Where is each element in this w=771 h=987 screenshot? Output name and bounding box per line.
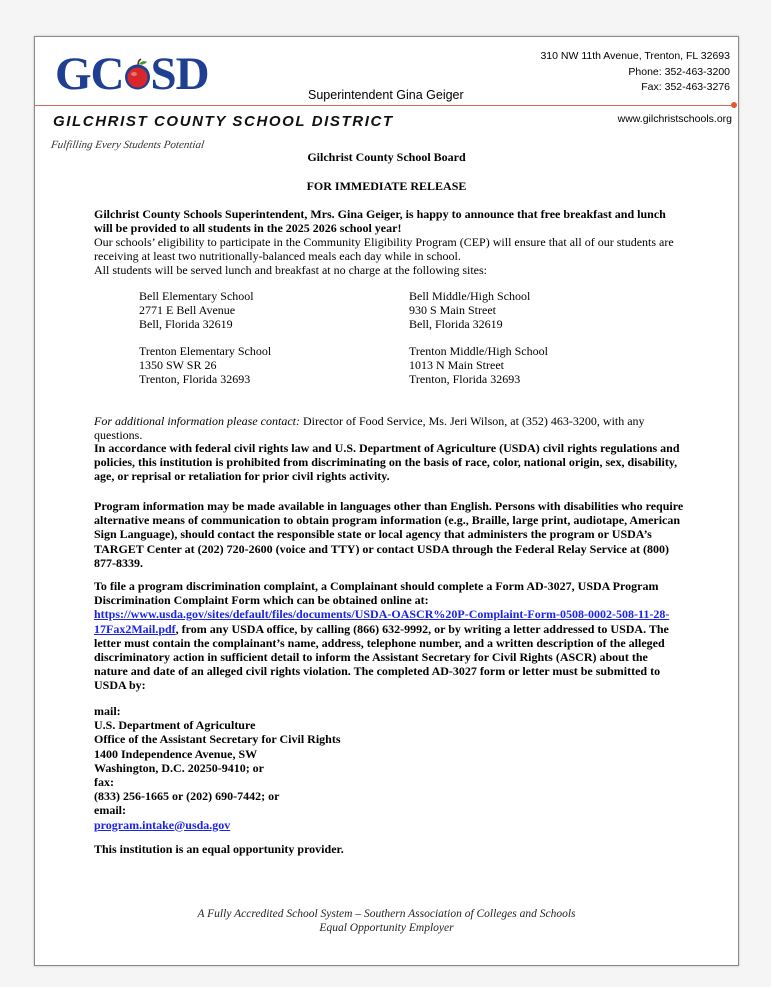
release-label: FOR IMMEDIATE RELEASE — [306, 179, 467, 193]
complaint-intro: To file a program discrimination complaint, a Complainant should complete a Form AD-3027, USDA Program Discrimination Complaint Form which can be obtained online at: — [94, 579, 659, 608]
mail-line: 1400 Independence Avenue, SW — [94, 746, 258, 761]
site-name: Trenton Middle/High School — [409, 344, 548, 358]
complaint-form-link[interactable]: https://www.usda.gov/sites/default/files/documents/USDA-OASCR%20P-Complaint-Form-0508-0002-508-11-28-17Fax2Mail.pdf — [94, 607, 670, 636]
document-page — [34, 36, 739, 966]
mail-line: Office of the Assistant Secretary for Civil Rights — [94, 732, 341, 747]
district-fax: Fax: 352-463-3276 — [641, 81, 730, 93]
complaint-rest: , from any USDA office, by calling (866) 632-9992, or by writing a letter addressed to USDA. The letter must contain the complainant’s name, address, telephone number, and a written description of the alleged discriminatory action in sufficient detail to inform the Assistant Secretary for Civil Rights (ASCR) about the nature and date of an alleged civil rights violation. The completed AD-3027 form or letter must be submitted to USDA by: — [94, 621, 669, 693]
site-street: 2771 E Bell Avenue — [139, 303, 236, 318]
contact-paragraph — [94, 414, 684, 442]
email-label: email: — [94, 803, 126, 818]
civil-rights-paragraph: In accordance with federal civil rights law and U.S. Department of Agriculture (USDA) civil rights regulations and policies, this institution is prohibited from discriminating on the basis of race, color, national origin, sex, disability, age, or reprisal or retaliation for prior civil rights activity. — [94, 441, 680, 484]
site-street: 930 S Main Street — [409, 303, 496, 318]
mail-label: mail: — [94, 704, 121, 718]
contact-block — [540, 49, 730, 96]
district-address: 310 NW 11th Avenue, Trenton, FL 32693 — [540, 50, 730, 62]
site-city: Trenton, Florida 32693 — [139, 372, 251, 387]
district-logo — [55, 48, 209, 100]
mail-line: Washington, D.C. 20250-9410; or — [94, 760, 265, 775]
district-phone: Phone: 352-463-3200 — [628, 65, 730, 78]
header-divider — [35, 105, 735, 106]
site-name: Bell Elementary School — [139, 289, 254, 303]
contact-text: Director of Food Service, Ms. Jeri Wilson, at (352) 463-3200, with any questions. — [94, 414, 645, 443]
equal-opportunity-statement: This institution is an equal opportunity provider. — [94, 842, 344, 856]
divider-dot — [731, 102, 737, 108]
site-trenton-middle-high — [409, 344, 548, 387]
site-name: Trenton Elementary School — [139, 344, 272, 358]
district-website: www.gilchristschools.org — [617, 113, 732, 125]
mail-line: U.S. Department of Agriculture — [94, 718, 256, 733]
site-city: Trenton, Florida 32693 — [409, 372, 521, 387]
page-footer — [35, 907, 738, 935]
site-city: Bell, Florida 32619 — [409, 317, 503, 332]
apple-icon — [124, 58, 151, 92]
complaint-paragraph — [94, 579, 684, 693]
fax-line: (833) 256-1665 or (202) 690-7442; or — [94, 789, 280, 804]
superintendent-line: Superintendent Gina Geiger — [308, 88, 464, 102]
footer-accreditation: A Fully Accredited School System – Southern Association of Colleges and Schools — [197, 908, 576, 920]
site-street: 1013 N Main Street — [409, 358, 504, 373]
languages-paragraph: Program information may be made available in languages other than English. Persons with disabilities who require alternative means of communication to obtain program information (e.g., Braille, large print, audiotape, American Sign Language), should contact the responsible state or local agency that administers the program or USDA’s TARGET Center at (202) 720-2600 (voice and TTY) or contact USDA through the Federal Relay Service at (800) 877-8339. — [94, 499, 684, 570]
logo-text-right: SD — [150, 48, 209, 100]
site-trenton-elementary — [139, 344, 271, 387]
site-bell-middle-high — [409, 289, 530, 332]
site-name: Bell Middle/High School — [409, 289, 531, 303]
contact-label: For additional information please contact: — [94, 414, 300, 428]
headline: Gilchrist County Schools Superintendent, Mrs. Gina Geiger, is happy to announce that free breakfast and lunch will be provided to all students in the 2025 2026 school year! — [94, 207, 666, 236]
logo-text-left: GC — [55, 48, 124, 100]
site-bell-elementary — [139, 289, 254, 332]
district-motto: Fulfilling Every Students Potential — [50, 139, 205, 151]
footer-employer: Equal Opportunity Employer — [319, 922, 454, 934]
mail-block — [94, 704, 684, 832]
email-link[interactable]: program.intake@usda.gov — [94, 817, 231, 832]
site-street: 1350 SW SR 26 — [139, 358, 217, 373]
sites-intro: All students will be served lunch and breakfast at no charge at the following sites: — [94, 263, 488, 277]
fax-label: fax: — [94, 775, 114, 790]
board-title: Gilchrist County School Board — [307, 150, 466, 164]
district-name: GILCHRIST COUNTY SCHOOL DISTRICT — [53, 113, 394, 130]
site-city: Bell, Florida 32619 — [139, 317, 233, 332]
cep-paragraph: Our schools’ eligibility to participate in the Community Eligibility Program (CEP) will ensure that all of our students are receiving at least two nutritionally-balanced meals each day while in school. — [94, 235, 674, 264]
